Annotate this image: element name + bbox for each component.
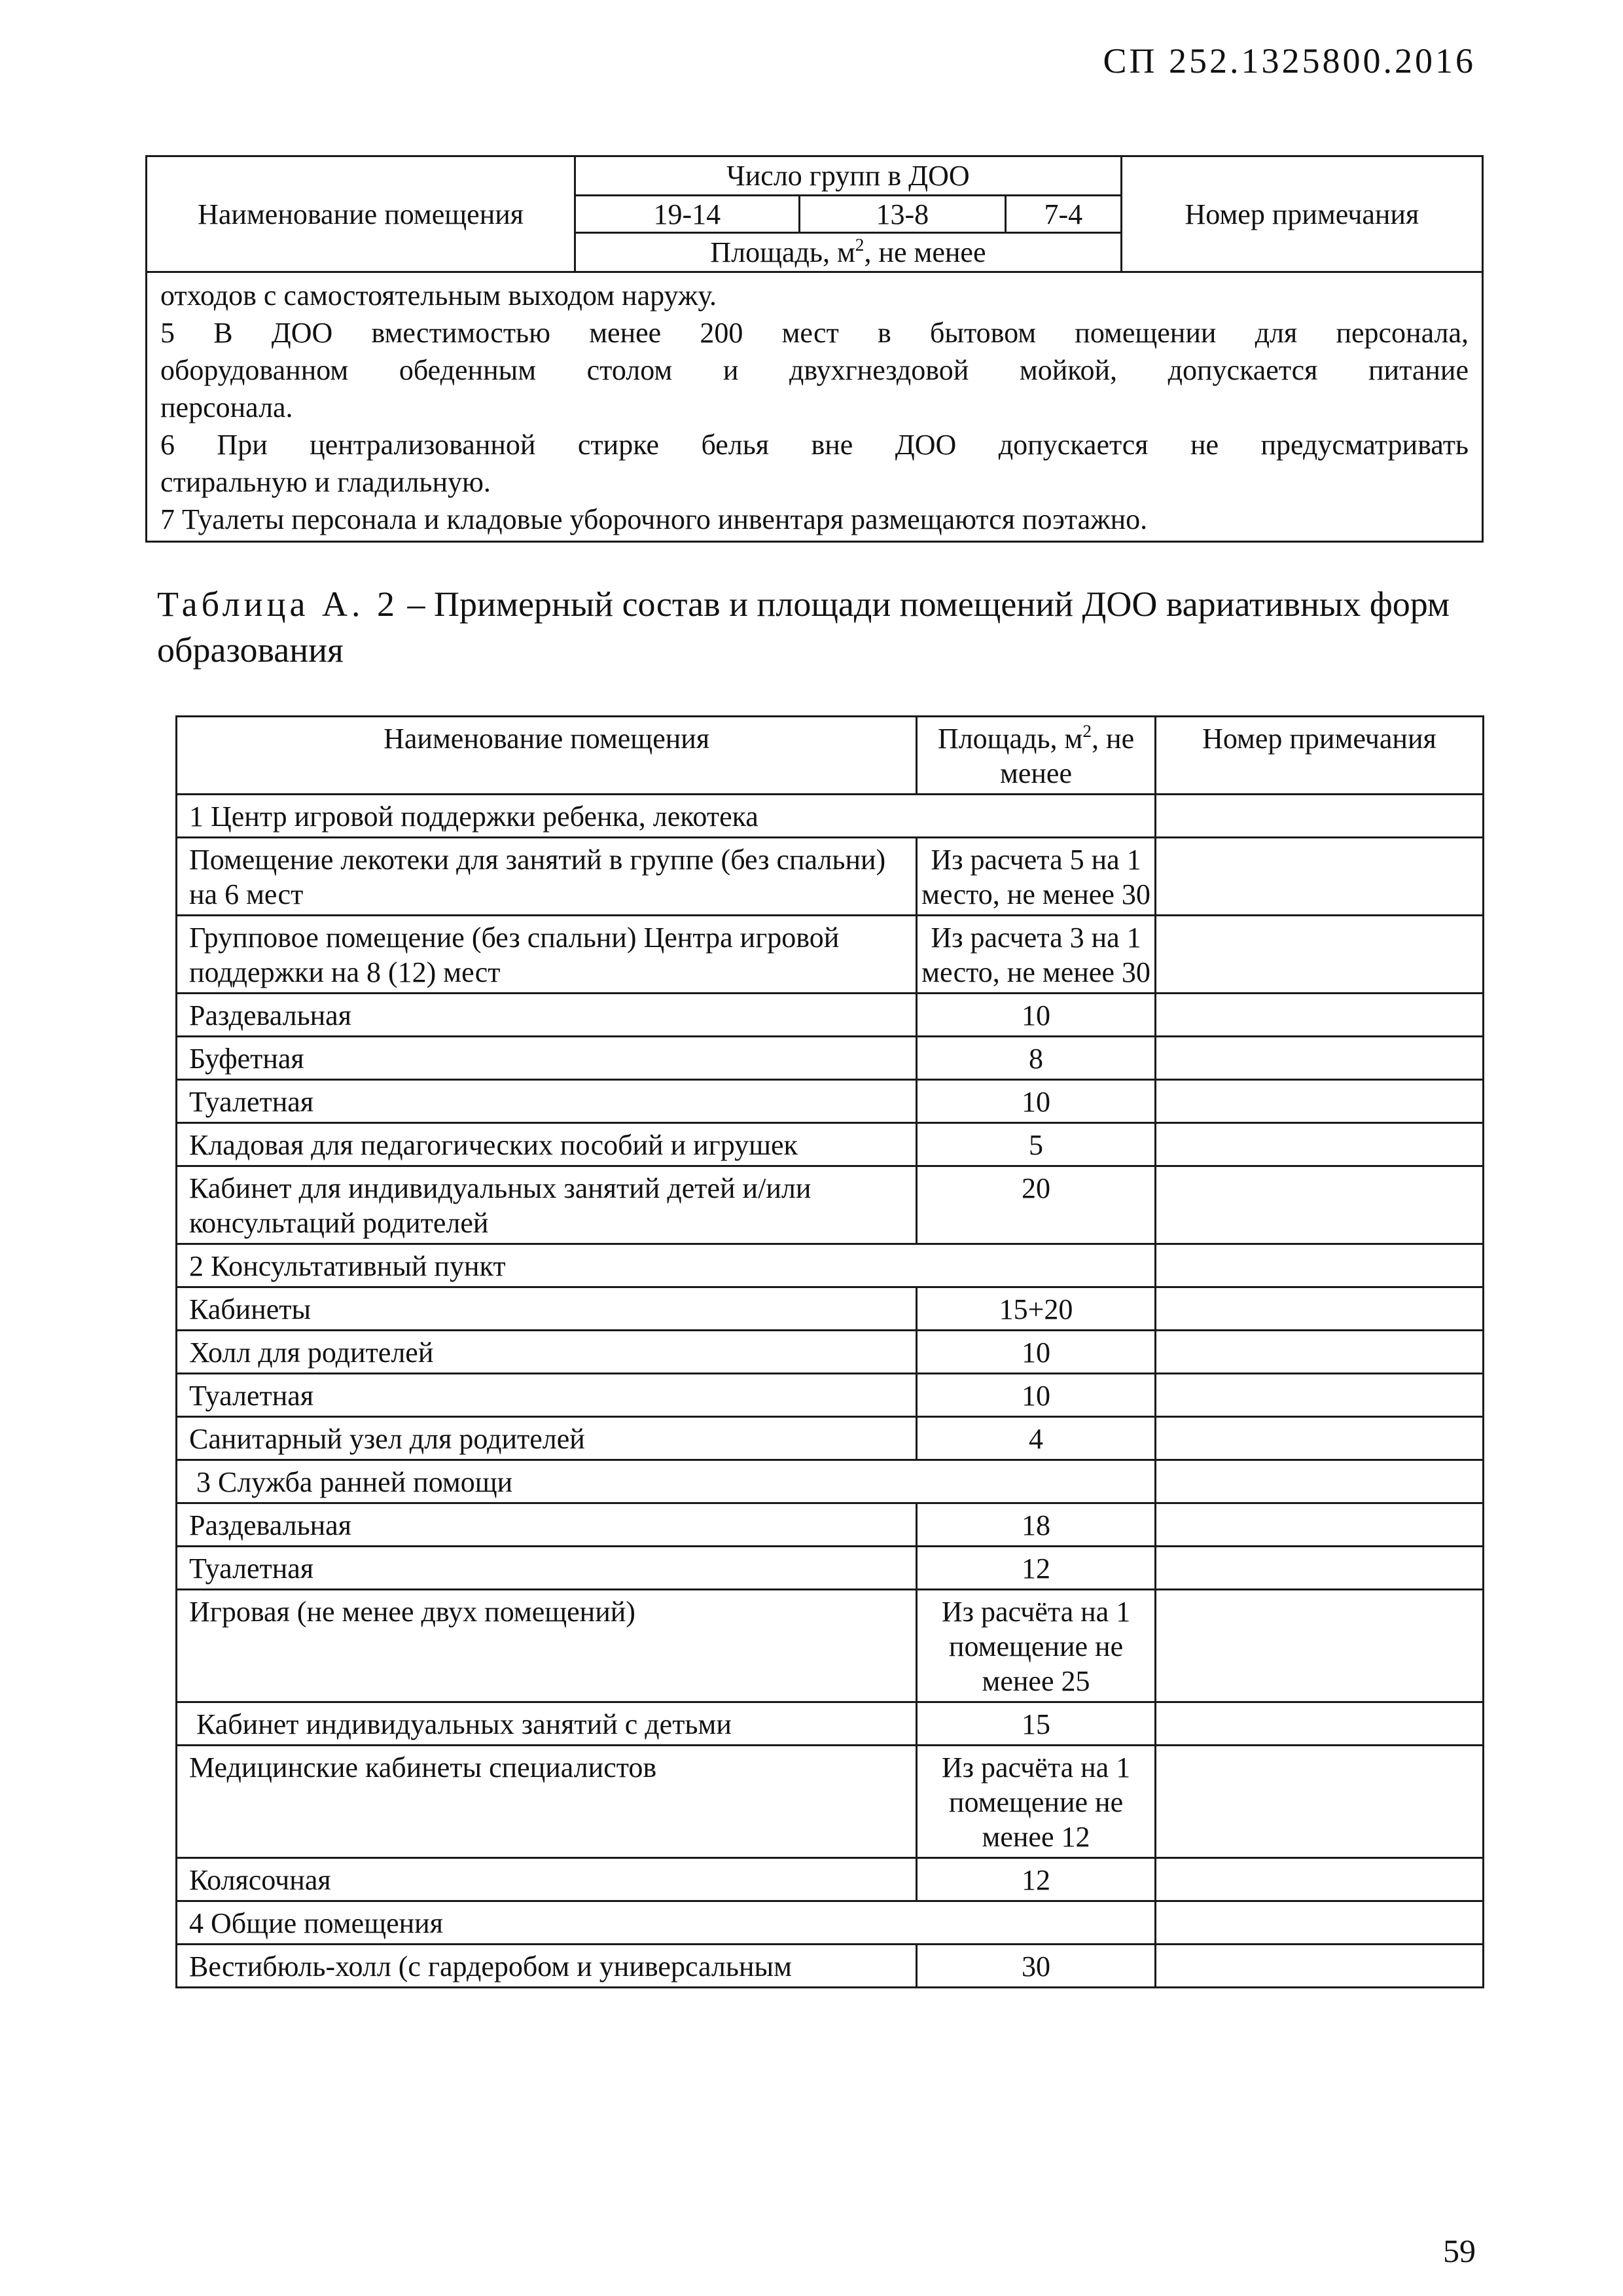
note-cell: [1155, 1244, 1483, 1287]
table-room-areas-continued: [145, 155, 1484, 543]
table-row: [177, 1123, 1484, 1166]
room-name: Вестибюль-холл (с гардеробом и универсальным: [177, 1945, 917, 1988]
room-area: Из расчёта на 1 помещение не менее 12: [917, 1746, 1156, 1858]
table-row: [177, 994, 1484, 1037]
room-name: Туалетная: [177, 1547, 917, 1590]
table-row: [177, 1080, 1484, 1123]
table-row: [177, 1590, 1484, 1702]
note-number: [1155, 1702, 1483, 1746]
room-name: Санитарный узел для родителей: [177, 1417, 917, 1460]
note-line: отходов с самостоятельным выходом наружу.: [160, 279, 717, 312]
section-title: 3 Служба ранней помощи: [177, 1460, 1156, 1503]
section-row: [177, 795, 1484, 838]
caption-label: Таблица А. 2: [157, 584, 399, 624]
table-row: [177, 1166, 1484, 1244]
note-number: [1155, 1331, 1483, 1374]
header-area: Площадь, $м^2$, не менее: [917, 717, 1156, 795]
note-number: [1155, 1166, 1483, 1244]
room-name: Медицинские кабинеты специалистов: [177, 1746, 917, 1858]
note-number: [1155, 1374, 1483, 1417]
table-variative-forms: [175, 715, 1484, 1988]
room-area: 5: [917, 1123, 1156, 1166]
room-area: 10: [917, 994, 1156, 1037]
room-name: Помещение лекотеки для занятий в группе (без спальни) на 6 мест: [177, 838, 917, 916]
table-row: [177, 1331, 1484, 1374]
header-note-number: Номер примечания: [1121, 156, 1482, 272]
room-name: Буфетная: [177, 1037, 917, 1080]
room-area: Из расчёта на 1 помещение не менее 25: [917, 1590, 1156, 1702]
room-name: Холл для родителей: [177, 1331, 917, 1374]
note-cell: [1155, 1460, 1483, 1503]
room-area: 12: [917, 1547, 1156, 1590]
note-cell: [1155, 1901, 1483, 1945]
note-number: [1155, 1503, 1483, 1547]
note-number: [1155, 916, 1483, 994]
note-number: [1155, 838, 1483, 916]
document-code: СП 252.1325800.2016: [1103, 41, 1476, 81]
room-name: Игровая (не менее двух помещений): [177, 1590, 917, 1702]
room-area: 8: [917, 1037, 1156, 1080]
room-name: Кладовая для педагогических пособий и игрушек: [177, 1123, 917, 1166]
header-room-name: Наименование помещения: [147, 156, 575, 272]
table-row: [177, 1858, 1484, 1901]
table-row: [177, 1417, 1484, 1460]
page-number: 59: [1443, 2233, 1476, 2269]
room-area: 12: [917, 1858, 1156, 1901]
note-line: 6 При централизованной стирке белья вне ДОО допускается не предусматривать: [160, 429, 1469, 461]
table-row: [177, 1374, 1484, 1417]
header-groups-19-14: 19-14: [575, 196, 799, 233]
note-number: [1155, 1858, 1483, 1901]
note-line: 7 Туалеты персонала и кладовые уборочного инвентаря размещаются поэтажно.: [160, 503, 1148, 535]
room-area: 30: [917, 1945, 1156, 1988]
room-name: Раздевальная: [177, 1503, 917, 1547]
note-number: [1155, 1746, 1483, 1858]
note-line: персонала.: [160, 391, 293, 423]
note-line: стиральную и гладильную.: [160, 466, 491, 498]
section-row: [177, 1901, 1484, 1945]
header-groups-13-8: 13-8: [799, 196, 1005, 233]
header-group-count: Число групп в ДОО: [575, 156, 1122, 196]
section-title: 1 Центр игровой поддержки ребенка, лекотека: [177, 795, 1156, 838]
header-groups-7-4: 7-4: [1006, 196, 1122, 233]
table-row: [177, 1746, 1484, 1858]
note-number: [1155, 1590, 1483, 1702]
room-name: Кабинет для индивидуальных занятий детей и/или консультаций родителей: [177, 1166, 917, 1244]
table-row: [177, 916, 1484, 994]
note-cell: [1155, 795, 1483, 838]
table-row: [177, 1037, 1484, 1080]
room-area: 10: [917, 1080, 1156, 1123]
header-area: Площадь, $м^2$, не менее: [575, 233, 1122, 272]
note-line: 5 В ДОО вместимостью менее 200 мест в бытовом помещении для персонала,: [160, 317, 1469, 349]
table-row: [177, 1547, 1484, 1590]
room-area: 18: [917, 1503, 1156, 1547]
room-area: Из расчета 5 на 1 место, не менее 30: [917, 838, 1156, 916]
note-number: [1155, 1547, 1483, 1590]
table-row: [177, 1702, 1484, 1746]
note-number: [1155, 1080, 1483, 1123]
table-row: [177, 1503, 1484, 1547]
section-title: 2 Консультативный пункт: [177, 1244, 1156, 1287]
note-number: [1155, 1945, 1483, 1988]
note-number: [1155, 1037, 1483, 1080]
table-row: [177, 1287, 1484, 1331]
note-number: [1155, 1417, 1483, 1460]
notes-list: [160, 277, 1469, 538]
room-name: Раздевальная: [177, 994, 917, 1037]
room-name: Туалетная: [177, 1080, 917, 1123]
notes-cell: [147, 272, 1483, 542]
room-name: Колясочная: [177, 1858, 917, 1901]
section-row: [177, 1460, 1484, 1503]
room-name: Кабинеты: [177, 1287, 917, 1331]
table-caption: [157, 581, 1486, 673]
section-row: [177, 1244, 1484, 1287]
room-area: 10: [917, 1374, 1156, 1417]
room-area: 15+20: [917, 1287, 1156, 1331]
room-name: Групповое помещение (без спальни) Центра игровой поддержки на 8 (12) мест: [177, 916, 917, 994]
header-note-number: Номер примечания: [1155, 717, 1483, 795]
room-area: 20: [917, 1166, 1156, 1244]
room-area: 15: [917, 1702, 1156, 1746]
note-number: [1155, 994, 1483, 1037]
room-area: 4: [917, 1417, 1156, 1460]
room-area: Из расчета 3 на 1 место, не менее 30: [917, 916, 1156, 994]
note-line: оборудованном обеденным столом и двухгнездовой мойкой, допускается питание: [160, 354, 1469, 386]
caption-text: – Примерный состав и площади помещений ДОО вариативных форм образования: [157, 584, 1450, 670]
table-row: [177, 1945, 1484, 1988]
room-area: 10: [917, 1331, 1156, 1374]
room-name: Туалетная: [177, 1374, 917, 1417]
section-title: 4 Общие помещения: [177, 1901, 1156, 1945]
note-number: [1155, 1123, 1483, 1166]
table-row: [177, 838, 1484, 916]
room-name: Кабинет индивидуальных занятий с детьми: [177, 1702, 917, 1746]
note-number: [1155, 1287, 1483, 1331]
header-room-name: Наименование помещения: [177, 717, 917, 795]
